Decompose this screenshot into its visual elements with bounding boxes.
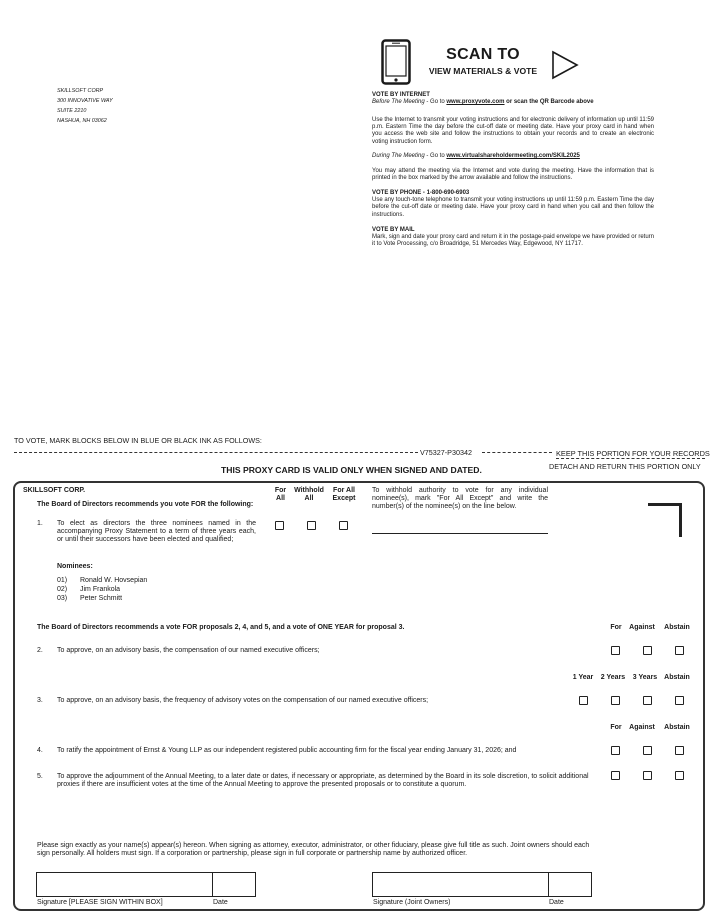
before-rest-text: or scan the QR Barcode above (504, 99, 594, 106)
p1-for-all-except-checkbox[interactable] (339, 521, 348, 530)
col-label: Withhold (294, 487, 324, 494)
scan-subtitle: VIEW MATERIALS & VOTE (428, 66, 538, 76)
address-line: 300 INNOVATIVE WAY (57, 98, 113, 104)
date-label: Date (213, 899, 228, 906)
keep-portion-label: KEEP THIS PORTION FOR YOUR RECORDS (556, 449, 710, 458)
before-go-text: - Go to (424, 99, 447, 106)
p1-number: 1. (37, 520, 43, 527)
joint-date-box[interactable] (548, 872, 592, 897)
nominee-name: Jim Frankola (80, 586, 121, 593)
signature-label: Signature [PLEASE SIGN WITHIN BOX] (37, 899, 163, 906)
col-for-all (270, 487, 291, 503)
nominee-write-in-line[interactable] (372, 533, 548, 534)
p2-abstain-checkbox[interactable] (675, 646, 684, 655)
detach-portion-label: DETACH AND RETURN THIS PORTION ONLY (549, 462, 701, 471)
p3-text: To approve, on an advisory basis, the frequency of advisory votes on the compensation of our named executive officers; (57, 697, 429, 704)
col-label: All (304, 495, 314, 502)
p2-for-checkbox[interactable] (611, 646, 620, 655)
col-label: All (276, 495, 285, 502)
internet-heading: VOTE BY INTERNET (372, 92, 430, 98)
col-label: For All (333, 487, 355, 494)
joint-signature-label: Signature (Joint Owners) (373, 899, 451, 906)
date-box[interactable] (212, 872, 256, 897)
arrow-right-icon (551, 50, 579, 80)
joint-signature-box[interactable] (372, 872, 549, 897)
nominee-num: 02) (57, 586, 68, 593)
phone-section (372, 190, 654, 219)
col-label: For (274, 487, 287, 494)
col-abstain: Abstain (664, 724, 690, 731)
p4-abstain-checkbox[interactable] (675, 746, 684, 755)
col-against: Against (629, 724, 655, 731)
p4-against-checkbox[interactable] (643, 746, 652, 755)
corner-mark (648, 503, 682, 537)
p5-text: To approve the adjournment of the Annual Meeting, to a later date or dates, if necessary or appropriate, as determined by the Board in its sole discretion, to solicit additional proxies if there are insufficient votes at the time of the Annual Meeting to approve the presented proposals or to constitute a quorum. (57, 773, 589, 788)
col-label: Except (332, 495, 356, 502)
mail-heading: VOTE BY MAIL (372, 227, 415, 233)
address-line: SUITE 2210 (57, 108, 87, 114)
cut-line (14, 452, 418, 453)
col-abstain: Abstain (664, 624, 690, 631)
col-abstain: Abstain (664, 674, 690, 681)
nominee-num: 01) (57, 577, 68, 584)
phone-heading: VOTE BY PHONE - 1-800-690-6903 (372, 190, 470, 196)
col-3-years: 3 Years (632, 674, 658, 681)
p1-withhold-all-checkbox[interactable] (307, 521, 316, 530)
p3-3-years-checkbox[interactable] (643, 696, 652, 705)
withhold-instructions: To withhold authority to vote for any individual nominee(s), mark "For All Except" and write the number(s) of the nominee(s) on the line below. (372, 487, 548, 510)
board-recommendation-1: The Board of Directors recommends you vote FOR the following: (37, 501, 254, 508)
nominees-label: Nominees: (57, 563, 93, 570)
during-go-text: - Go to (424, 153, 447, 159)
signature-box[interactable] (36, 872, 213, 897)
phone-text: Use any touch-tone telephone to transmit your voting instructions up until 11:59 p.m. Eastern Time the day before the cut-off date or meeting date. Have your proxy card in hand when you call and then follow the instructions. (372, 197, 654, 218)
cut-line (556, 458, 705, 459)
internet-section (372, 92, 654, 106)
p3-2-years-checkbox[interactable] (611, 696, 620, 705)
return-address (57, 86, 113, 126)
nominee-name: Peter Schmitt (80, 595, 123, 602)
scan-title: SCAN TO (446, 46, 520, 63)
smartphone-icon (381, 39, 411, 85)
mark-instruction: TO VOTE, MARK BLOCKS BELOW IN BLUE OR BLACK INK AS FOLLOWS: (14, 436, 262, 445)
card-company: SKILLSOFT CORP. (23, 487, 86, 494)
before-meeting-label: Before The Meeting (372, 99, 425, 106)
cut-line (482, 452, 552, 453)
col-against: Against (629, 624, 655, 631)
p3-number: 3. (37, 697, 43, 704)
p2-against-checkbox[interactable] (643, 646, 652, 655)
p5-for-checkbox[interactable] (611, 771, 620, 780)
p5-against-checkbox[interactable] (643, 771, 652, 780)
before-meeting-line (372, 99, 654, 106)
p3-1-year-checkbox[interactable] (579, 696, 588, 705)
p2-text: To approve, on an advisory basis, the compensation of our named executive officers; (57, 647, 320, 654)
joint-date-label: Date (549, 899, 564, 906)
p5-abstain-checkbox[interactable] (675, 771, 684, 780)
valid-notice: THIS PROXY CARD IS VALID ONLY WHEN SIGNED AND DATED. (221, 465, 482, 475)
col-2-years: 2 Years (600, 674, 626, 681)
col-withhold-all (289, 487, 329, 503)
control-code: V75327-P30342 (420, 448, 472, 457)
during-meeting-line (372, 153, 654, 160)
p4-text: To ratify the appointment of Ernst & Young LLP as our independent registered public accounting firm for the fiscal year ending January 31, 2026; and (57, 747, 517, 754)
internet-para-2: You may attend the meeting via the Internet and vote during the meeting. Have the information that is printed in the box marked by the arrow available and follow the instructions. (372, 168, 654, 182)
p2-number: 2. (37, 647, 43, 654)
p4-for-checkbox[interactable] (611, 746, 620, 755)
board-recommendation-2: The Board of Directors recommends a vote FOR proposals 2, 4, and 5, and a vote of ONE YEAR for proposal 3. (37, 624, 405, 631)
p3-abstain-checkbox[interactable] (675, 696, 684, 705)
col-for: For (610, 624, 622, 631)
col-1-year: 1 Year (572, 674, 594, 681)
during-meeting-label: During The Meeting (372, 153, 425, 159)
virtual-meeting-link[interactable]: www.virtualshareholdermeeting.com/SKIL2025 (446, 153, 580, 159)
col-for-all-except (327, 487, 361, 503)
p1-for-all-checkbox[interactable] (275, 521, 284, 530)
p1-text: To elect as directors the three nominees named in the accompanying Proxy Statement to a term of three years each, or until their successors have been elected and qualified; (57, 520, 256, 543)
nominee-num: 03) (57, 595, 68, 602)
p4-number: 4. (37, 747, 43, 754)
address-line: SKILLSOFT CORP (57, 88, 104, 94)
address-line: NASHUA, NH 03062 (57, 118, 107, 124)
nominee-name: Ronald W. Hovsepian (80, 577, 148, 584)
col-for: For (610, 724, 622, 731)
mail-section (372, 227, 654, 249)
internet-para-1: Use the Internet to transmit your voting instructions and for electronic delivery of information up until 11:59 p.m. Eastern Time the day before the cut-off date or meeting date. Have your proxy card in hand when you access the web site and follow the instructions to obtain your records and to create an electronic voting instruction form. (372, 117, 654, 145)
signing-instructions: Please sign exactly as your name(s) appear(s) hereon. When signing as attorney, executor, administrator, or other fiduciary, please give full title as such. Joint owners should each sign personally. All holders must sign. If a corporation or partnership, please sign in full corporate or partnership name by authorized officer. (37, 842, 590, 857)
mail-text: Mark, sign and date your proxy card and return it in the postage-paid envelope we have provided or return it to Vote Processing, c/o Broadridge, 51 Mercedes Way, Edgewood, NY 11717. (372, 234, 654, 248)
p5-number: 5. (37, 773, 43, 780)
proxyvote-link[interactable]: www.proxyvote.com (446, 99, 505, 106)
